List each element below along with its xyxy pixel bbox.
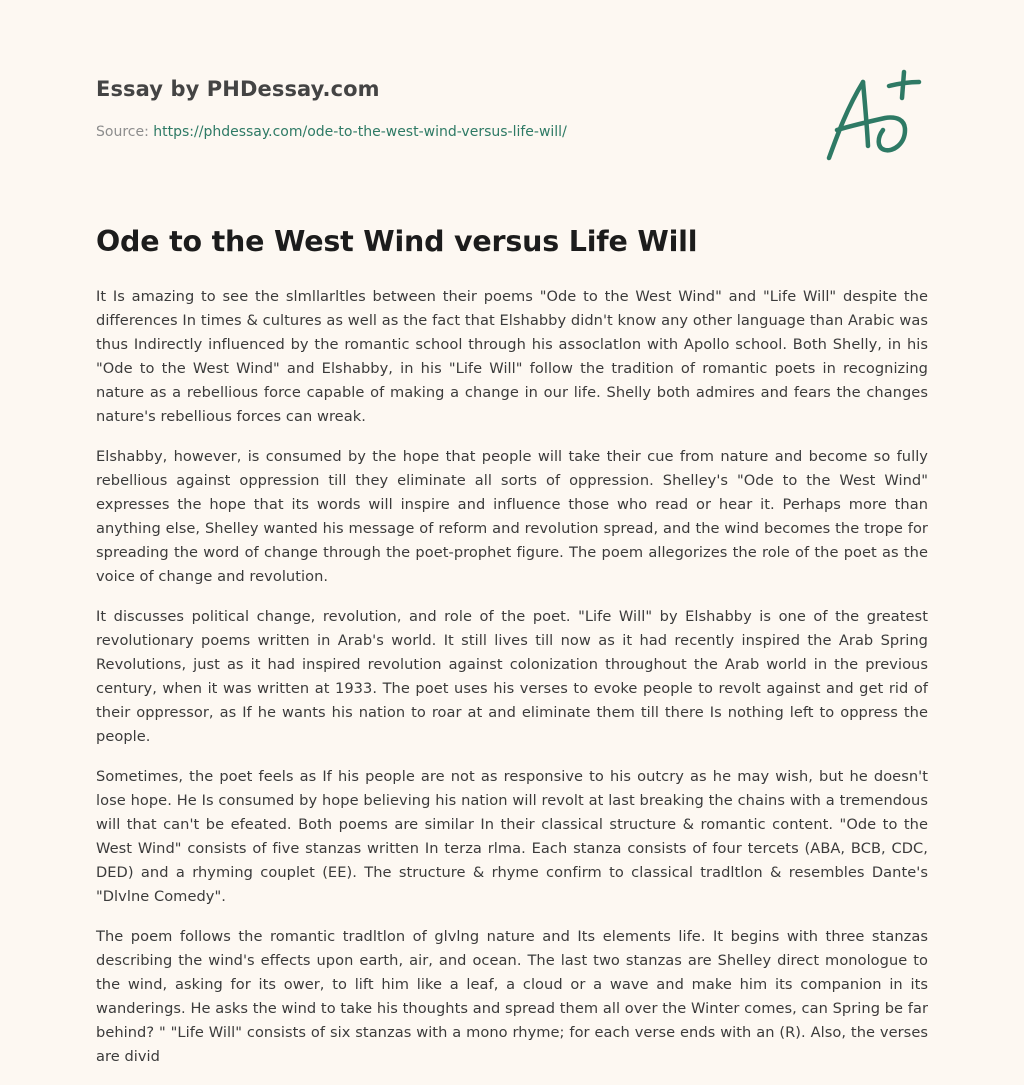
- essay-paragraph: The poem follows the romantic tradltlon of glvlng nature and Its elements life. It begins with three stanzas describing the wind's effects upon earth, air, and ocean. The last two stanzas are Shelley direct monologue to the wind, asking for its ower, to lift him like a leaf, a cloud or a wave and make him its companion in its wanderings. He asks the wind to take his thoughts and spread them all over the Winter comes, can Spring be far behind? " "Life Will" consists of six stanzas with a mono rhyme; for each verse ends with an (R). Also, the verses are divid: [96, 928, 928, 1065]
- essay-body: [96, 285, 928, 1085]
- site-brand: Essay by PHDessay.com: [96, 77, 380, 101]
- a-plus-grade-icon: [823, 68, 927, 164]
- essay-paragraph: Sometimes, the poet feels as If his people are not as responsive to his outcry as he may wish, but he doesn't lose hope. He Is consumed by hope believing his nation will revolt at last breaking the chains with a tremendous will that can't be efeated. Both poems are similar In their classical structure & romantic content. "Ode to the West Wind" consists of five stanzas written In terza rlma. Each stanza consists of four tercets (ABA, BCB, CDC, DED) and a rhyming couplet (EE). The structure & rhyme confirm to classical tradltlon & resembles Dante's "Dlvlne Comedy".: [96, 768, 928, 905]
- essay-title: Ode to the West Wind versus Life Will: [96, 225, 698, 258]
- source-label: Source:: [96, 124, 154, 140]
- source-line: [96, 124, 567, 140]
- essay-paragraph: It Is amazing to see the slmllarltles between their poems "Ode to the West Wind" and "Life Will" despite the differences In times & cultures as well as the fact that Elshabby didn't know any other language than Arabic was thus Indirectly influenced by the romantic school through his assoclatlon with Apollo school. Both Shelly, in his "Ode to the West Wind" and Elshabby, in his "Life Will" follow the tradition of romantic poets in recognizing nature as a rebellious force capable of making a change in our life. Shelly both admires and fears the changes nature's rebellious forces can wreak.: [96, 288, 928, 425]
- essay-paragraph: Elshabby, however, is consumed by the hope that people will take their cue from nature and become so fully rebellious against oppression till they eliminate all sorts of oppression. Shelley's "Ode to the West Wind" expresses the hope that its words will inspire and influence those who read or hear it. Perhaps more than anything else, Shelley wanted his message of reform and revolution spread, and the wind becomes the trope for spreading the word of change through the poet-prophet figure. The poem allegorizes the role of the poet as the voice of change and revolution.: [96, 448, 928, 585]
- essay-page: [96, 0, 928, 1084]
- source-link[interactable]: https://phdessay.com/ode-to-the-west-wind-versus-life-will/: [153, 124, 567, 140]
- essay-paragraph: It discusses political change, revolution, and role of the poet. "Life Will" by Elshabby is one of the greatest revolutionary poems written in Arab's world. It still lives till now as it had recently inspired the Arab Spring Revolutions, just as it had inspired revolution against colonization throughout the Arab world in the previous century, when it was written at 1933. The poet uses his verses to evoke people to revolt against and get rid of their oppressor, as If he wants his nation to roar at and eliminate them till there Is nothing left to oppress the people.: [96, 608, 928, 745]
